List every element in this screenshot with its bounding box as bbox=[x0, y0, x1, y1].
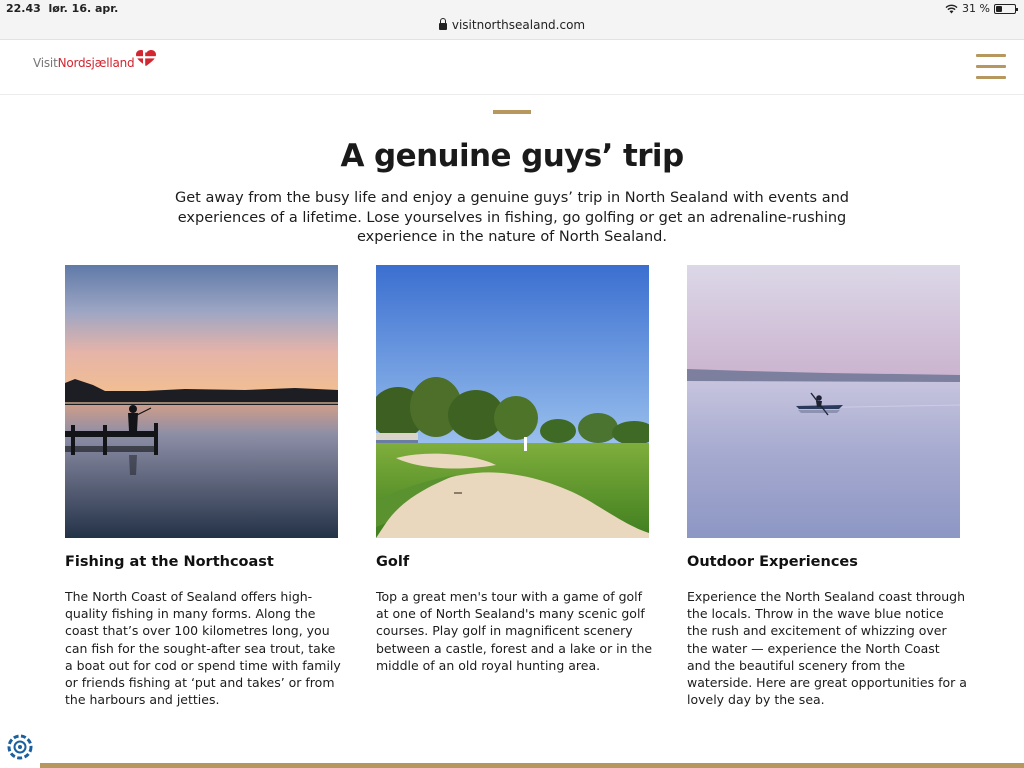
card-text: Experience the North Sealand coast through the locals. Throw in the wave blue notice the rush and excitement of whizzing over the water — experience the North Coast and the beautiful scenery from the waterside. Here are great opportunities for a lovely day by the sea. bbox=[687, 589, 967, 708]
logo-prefix: Visit bbox=[33, 56, 58, 70]
site-logo[interactable] bbox=[33, 56, 156, 70]
logo-name: Nordsjælland bbox=[57, 56, 135, 70]
kayak-on-calm-sea-photo[interactable] bbox=[687, 265, 960, 538]
logo-heart-icon bbox=[136, 50, 156, 67]
card-text: The North Coast of Sealand offers high-quality fishing in many forms. Along the coast that’s over 100 kilometres long, you can fish for the sought-after sea trout, take a boat out for cod or spend time with family or friends fishing at ‘put and takes’ or from the harbours and jetties. bbox=[65, 589, 341, 708]
card-title[interactable]: Golf bbox=[376, 554, 410, 570]
status-date: lør. 16. apr. bbox=[48, 2, 119, 15]
address-url: visitnorthsealand.com bbox=[451, 18, 586, 32]
page-title: A genuine guys’ trip bbox=[340, 138, 684, 174]
lock-icon bbox=[439, 23, 447, 30]
status-indicators bbox=[945, 2, 1016, 15]
wifi-icon bbox=[945, 4, 958, 14]
card-title[interactable]: Fishing at the Northcoast bbox=[65, 554, 274, 570]
status-time: 22.43 bbox=[6, 2, 41, 15]
battery-percent: 31 % bbox=[962, 2, 990, 15]
status-time-date bbox=[6, 2, 118, 15]
intro-text: Get away from the busy life and enjoy a genuine guys’ trip in North Sealand with events and experiences of a lifetime. Lose yourselves in fishing, go golfing or get an adrenaline-rushing experience in the nature of North Sealand. bbox=[175, 190, 849, 245]
browser-status-bar bbox=[0, 0, 1024, 40]
golf-course-bunker-photo[interactable] bbox=[376, 265, 649, 538]
site-header bbox=[0, 41, 1024, 95]
title-accent-rule bbox=[493, 110, 531, 114]
hamburger-menu-icon[interactable] bbox=[976, 54, 1006, 80]
card-text: Top a great men's tour with a game of golf at one of North Sealand's many scenic golf courses. Play golf in magnificent scenery between a castle, forest and a lake or in the middle of an old royal hunting area. bbox=[376, 589, 653, 673]
battery-icon bbox=[994, 4, 1016, 14]
footer-accent-rule bbox=[40, 763, 1024, 768]
card-title[interactable]: Outdoor Experiences bbox=[687, 554, 858, 570]
cookie-settings-icon[interactable] bbox=[7, 734, 33, 760]
address-bar[interactable] bbox=[0, 18, 1024, 32]
sunset-fishing-jetty-photo[interactable] bbox=[65, 265, 338, 538]
battery-fill bbox=[996, 6, 1002, 12]
